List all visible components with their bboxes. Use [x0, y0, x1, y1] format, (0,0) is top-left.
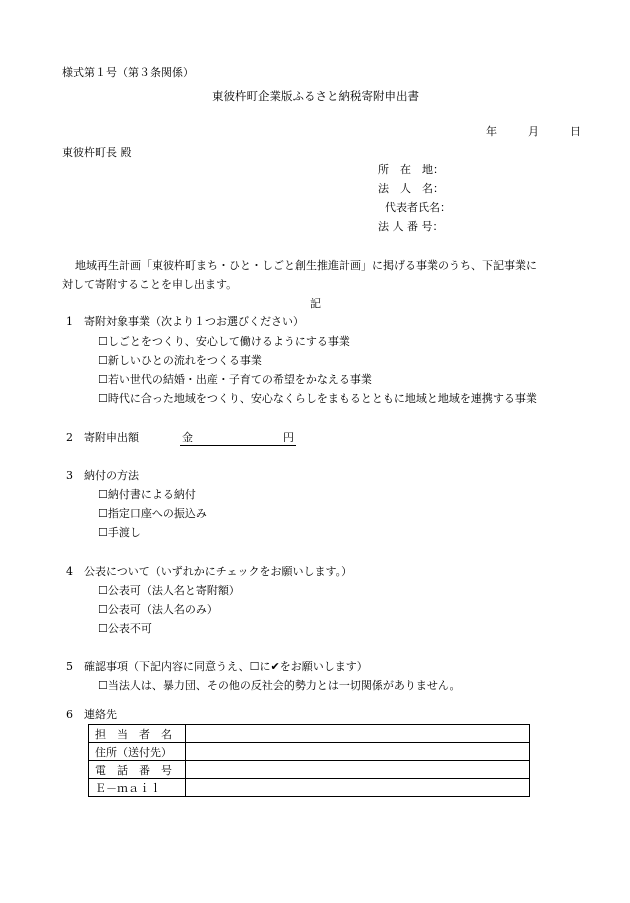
- contact-value-person[interactable]: [186, 725, 530, 743]
- section1-heading: 1 寄附対象事業（次より１つお選びください）: [66, 315, 304, 328]
- contact-value-phone[interactable]: [186, 761, 530, 779]
- addressee: 東彼杵町長 殿: [62, 146, 132, 159]
- section4-option-2[interactable]: ☐公表可（法人名のみ）: [98, 603, 218, 616]
- contact-row-email: [89, 779, 530, 797]
- section5-heading: 5 確認事項（下記内容に同意うえ、☐に✔をお願いします）: [66, 660, 368, 673]
- corp-number-label: 法 人 番 号：: [378, 220, 444, 233]
- amount-kin: 金: [182, 431, 193, 444]
- intro-line-2: 対して寄附することを申し出ます。: [62, 278, 238, 291]
- section6-heading: 6 連絡先: [66, 708, 117, 721]
- section1-option-1[interactable]: ☐しごとをつくり、安心して働けるようにする事業: [98, 335, 350, 348]
- section4-option-3[interactable]: ☐公表不可: [98, 622, 152, 635]
- year-label: 年: [486, 125, 497, 138]
- section1-option-4[interactable]: ☐時代に合った地域をつくり、安心なくらしをまもるとともに地域と地域を連携する事業: [98, 392, 537, 405]
- section5-option[interactable]: ☐当法人は、暴力団、その他の反社会的勢力とは一切関係がありません。: [98, 679, 461, 692]
- contact-row-phone: [89, 761, 530, 779]
- section2-heading: 2 寄附申出額: [66, 431, 139, 444]
- section3-option-2[interactable]: ☐指定口座への振込み: [98, 507, 207, 520]
- corp-name-label: 法 人 名：: [378, 182, 444, 195]
- representative-label: 代表者氏名：: [385, 201, 451, 214]
- day-label: 日: [570, 125, 581, 138]
- contact-row-address: [89, 743, 530, 761]
- section3-option-1[interactable]: ☐納付書による納付: [98, 488, 196, 501]
- intro-line-1: 地域再生計画「東彼杵町まち・ひと・しごと創生推進計画」に掲げる事業のうち、下記事業に: [75, 259, 537, 272]
- date-line: [486, 126, 581, 137]
- contact-label-phone: 電 話 番 号: [89, 761, 186, 779]
- ki-label: 記: [310, 297, 321, 310]
- document-title: 東彼杵町企業版ふるさと納税寄附申出書: [212, 89, 419, 103]
- contact-label-address: 住所（送付先）: [89, 743, 186, 761]
- address-label: 所 在 地：: [378, 163, 444, 176]
- section4-heading: 4 公表について（いずれかにチェックをお願いします。）: [66, 565, 353, 578]
- section4-option-1[interactable]: ☐公表可（法人名と寄附額）: [98, 584, 240, 597]
- amount-underline[interactable]: [180, 445, 296, 446]
- section3-option-3[interactable]: ☐手渡し: [98, 526, 141, 539]
- contact-value-address[interactable]: [186, 743, 530, 761]
- contact-table: [88, 724, 530, 797]
- section1-option-3[interactable]: ☐若い世代の結婚・出産・子育ての希望をかなえる事業: [98, 373, 372, 386]
- section3-heading: 3 納付の方法: [66, 469, 139, 482]
- contact-row-person: [89, 725, 530, 743]
- month-label: 月: [528, 125, 539, 138]
- contact-value-email[interactable]: [186, 779, 530, 797]
- contact-label-person: 担 当 者 名: [89, 725, 186, 743]
- section1-option-2[interactable]: ☐新しいひとの流れをつくる事業: [98, 354, 262, 367]
- form-number: 様式第１号（第３条関係）: [62, 66, 194, 79]
- amount-yen: 円: [283, 431, 294, 444]
- contact-label-email: Ｅ－ｍａｉｌ: [89, 779, 186, 797]
